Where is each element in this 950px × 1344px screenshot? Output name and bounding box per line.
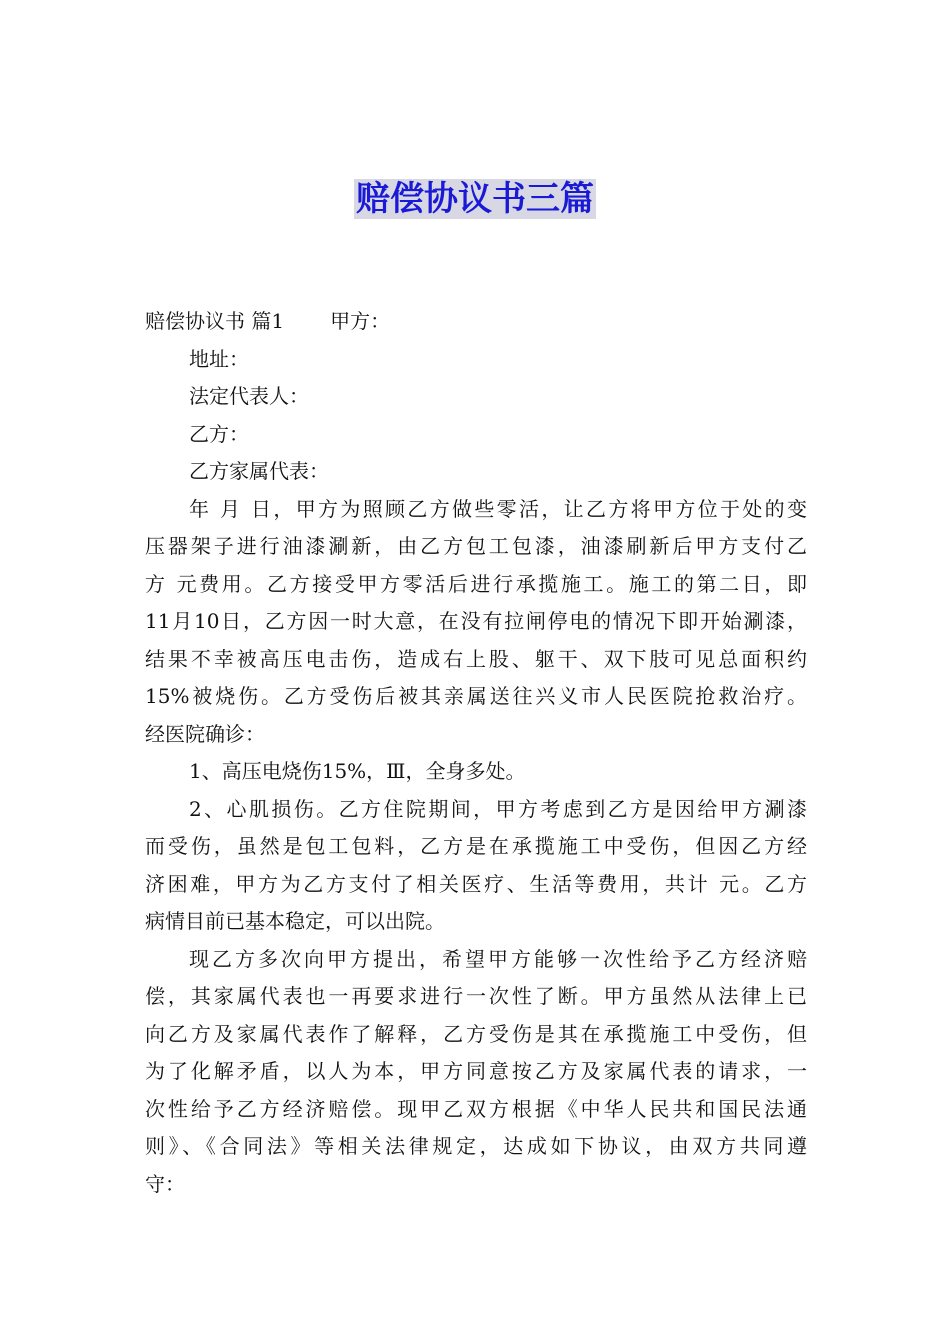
body-line: 为了化解矛盾，以人为本，甲方同意按乙方及家属代表的请求，一	[145, 1059, 807, 1083]
body-line: 2、心肌损伤。乙方住院期间，甲方考虑到乙方是因给甲方涮漆	[189, 796, 807, 821]
document-title: 赔偿协议书三篇	[356, 179, 594, 219]
body-line: 方 元费用。乙方接受甲方零活后进行承揽施工。施工的第二日，即	[145, 571, 807, 596]
body-line: 向乙方及家属代表作了解释，乙方受伤是其在承揽施工中受伤，但	[145, 1021, 807, 1046]
body-line: 病情目前已基本稳定，可以出院。	[145, 909, 445, 933]
body-line: 次性给予乙方经济赔偿。现甲乙双方根据《中华人民共和国民法通	[145, 1096, 807, 1121]
body-line: 则》、《合同法》等相关法律规定，达成如下协议，由双方共同遵	[145, 1134, 807, 1158]
body-line: 而受伤，虽然是包工包料，乙方是在承揽施工中受伤，但因乙方经	[145, 834, 807, 858]
body-line: 结果不幸被高压电击伤，造成右上股、躯干、双下肢可见总面积约	[145, 646, 807, 671]
document-body	[145, 303, 807, 1203]
body-line: 年 月 日，甲方为照顾乙方做些零活，让乙方将甲方位于处的变	[189, 496, 807, 521]
body-line: 地址：	[189, 346, 249, 371]
body-line: 15%被烧伤。乙方受伤后被其亲属送往兴义市人民医院抢救治疗。	[145, 684, 807, 708]
body-line: 法定代表人：	[189, 384, 309, 408]
body-line: 乙方：	[189, 421, 249, 446]
body-line: 守：	[145, 1171, 185, 1196]
body-line: 1、高压电烧伤15%，Ⅲ，全身多处。	[189, 759, 526, 783]
body-line: 现乙方多次向甲方提出，希望甲方能够一次性给予乙方经济赔	[189, 946, 807, 971]
body-line: 偿，其家属代表也一再要求进行一次性了断。甲方虽然从法律上已	[145, 984, 807, 1008]
body-line: 乙方家属代表：	[189, 459, 329, 483]
body-line: 经医院确诊：	[145, 721, 265, 746]
section-heading: 赔偿协议书 篇1	[145, 309, 285, 333]
heading-line	[145, 303, 807, 341]
body-line: 压器架子进行油漆涮新，由乙方包工包漆，油漆刷新后甲方支付乙	[145, 534, 807, 558]
body-line: 11月10日，乙方因一时大意，在没有拉闸停电的情况下即开始涮漆，	[145, 609, 807, 633]
party-a-label: 甲方：	[330, 309, 391, 333]
body-line: 济困难，甲方为乙方支付了相关医疗、生活等费用，共计 元。乙方	[145, 871, 807, 896]
